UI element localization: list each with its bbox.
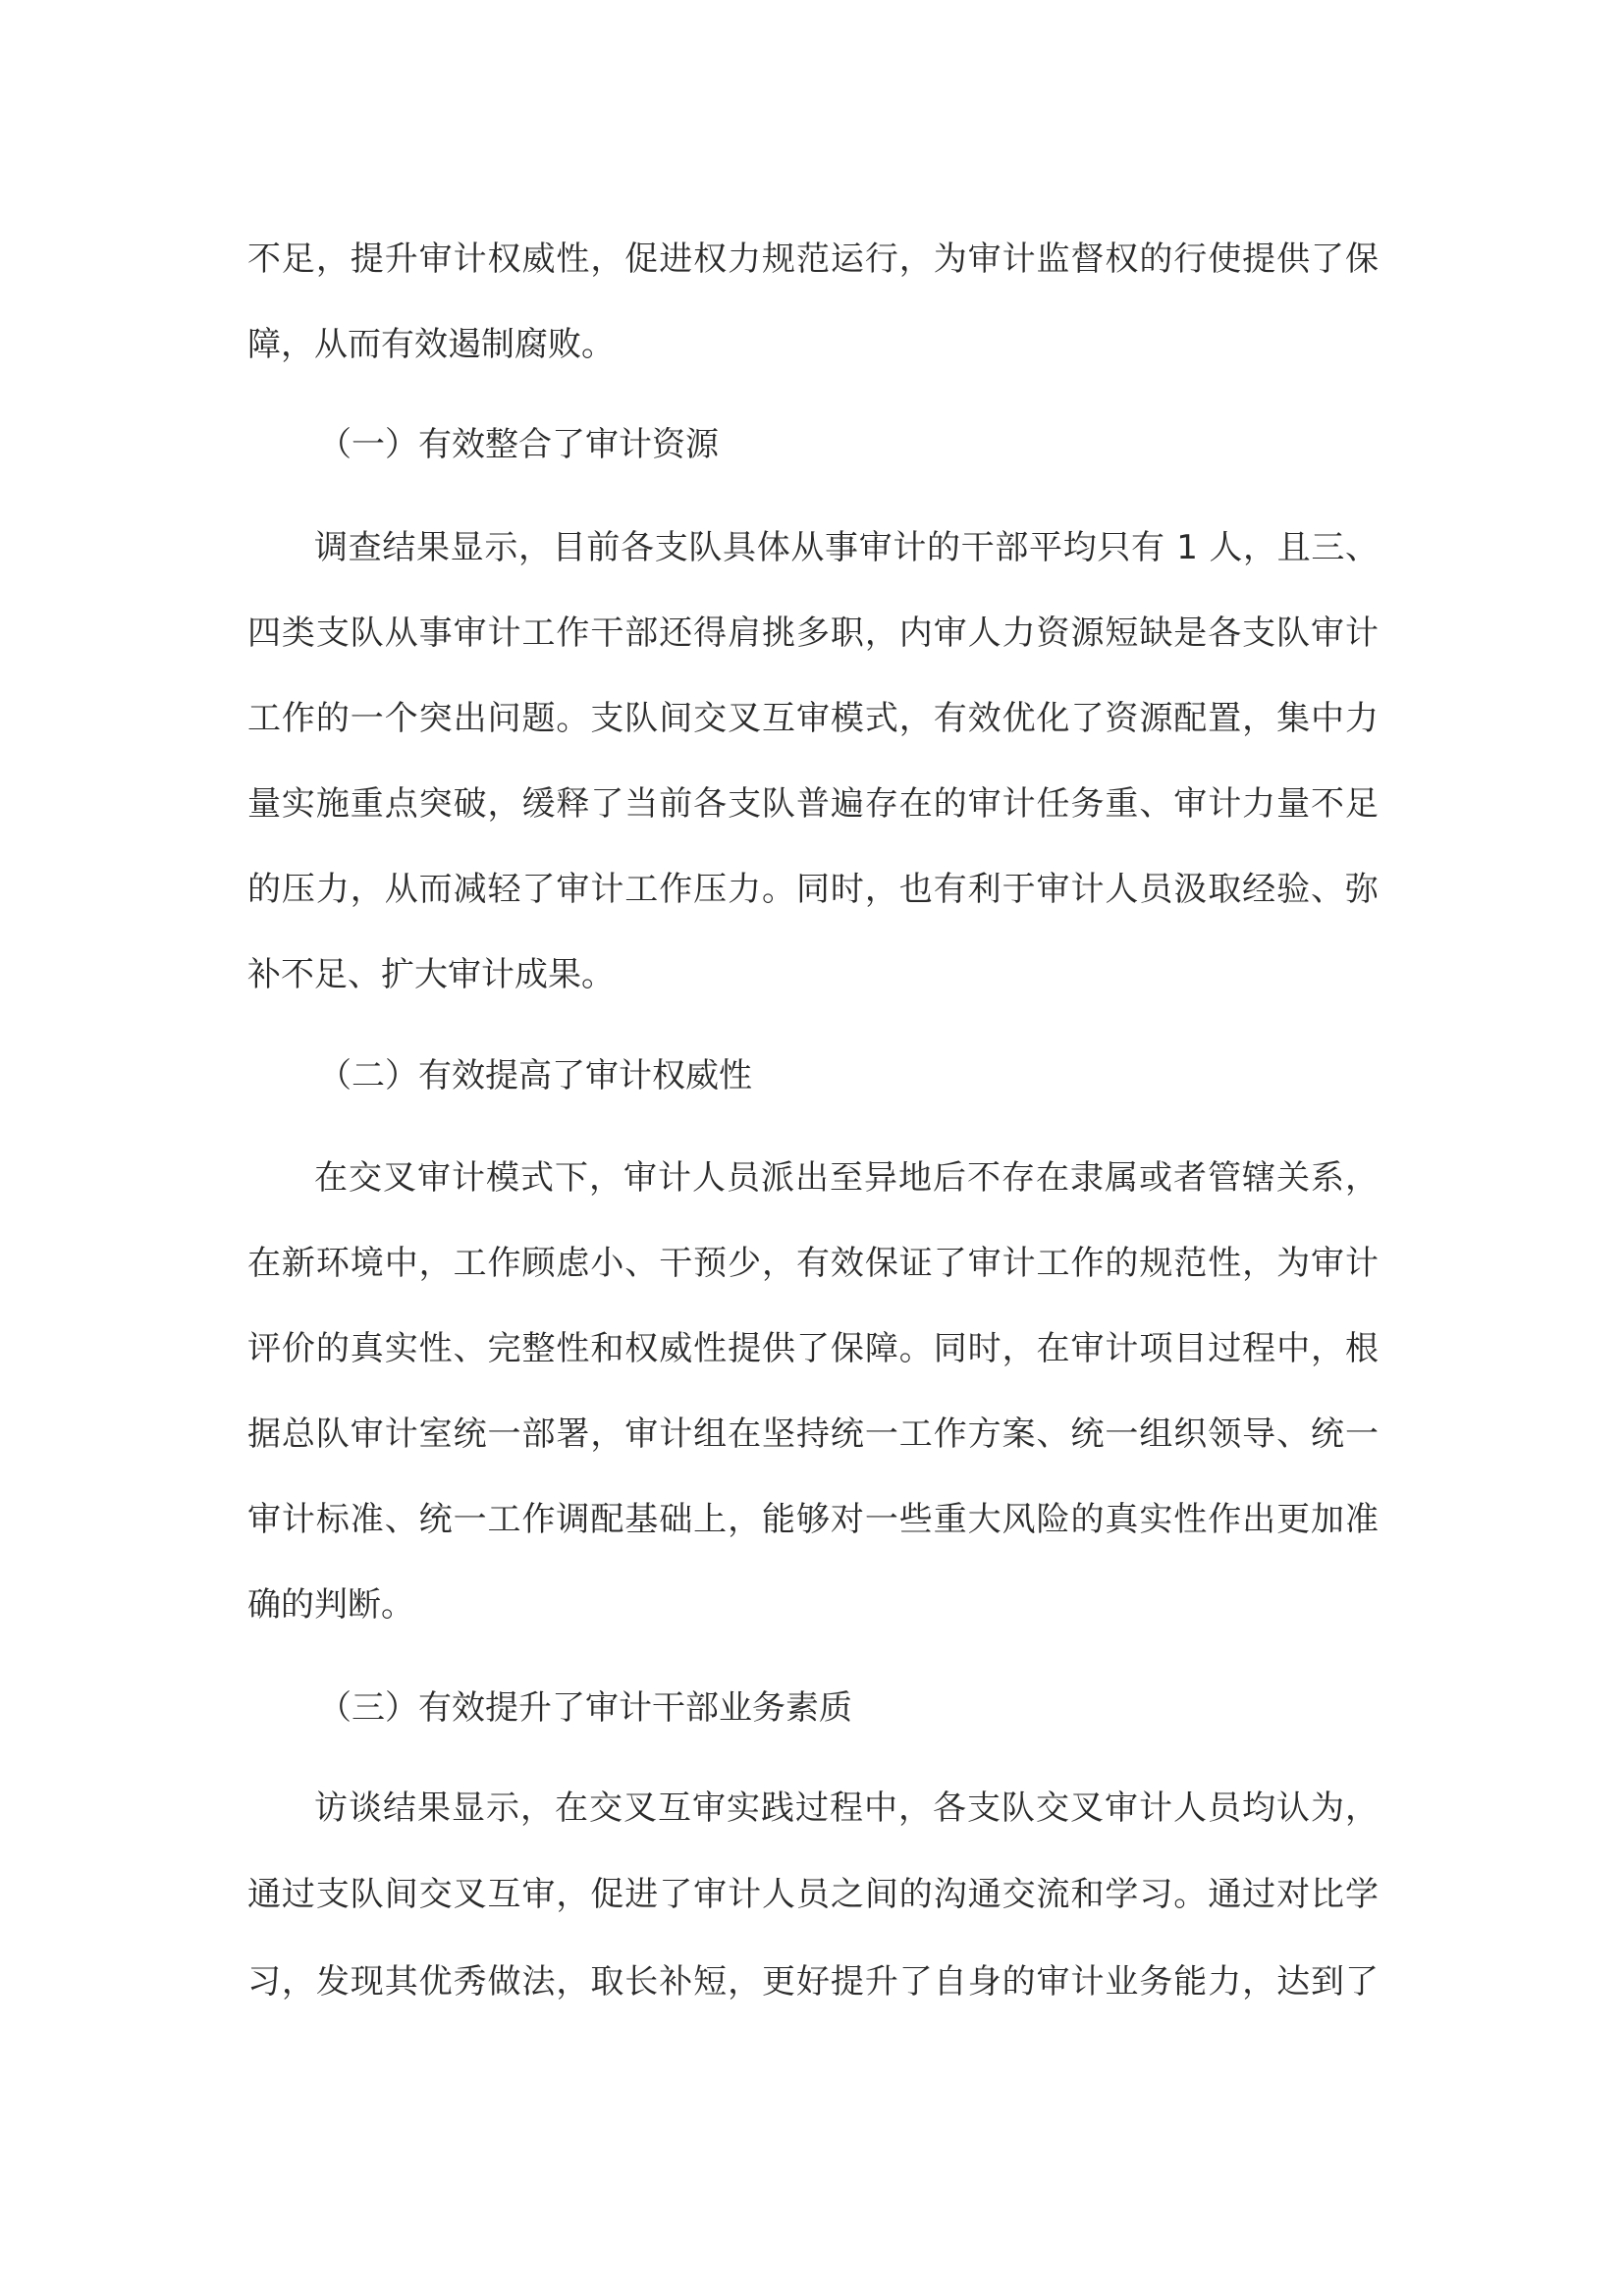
paragraph-line: 审计标准、统一工作调配基础上，能够对一些重大风险的真实性作出更加准 bbox=[247, 1500, 1379, 1539]
paragraph-line: 调查结果显示，目前各支队具体从事审计的干部平均只有 1 人，且三、 bbox=[314, 528, 1379, 567]
paragraph-line: 在交叉审计模式下，审计人员派出至异地后不存在隶属或者管辖关系， bbox=[314, 1158, 1379, 1198]
paragraph-line: 四类支队从事审计工作干部还得肩挑多职，内审人力资源短缺是各支队审计 bbox=[247, 614, 1379, 653]
paragraph-line: 确的判断。 bbox=[247, 1585, 414, 1625]
paragraph-line: 通过支队间交叉互审，促进了审计人员之间的沟通交流和学习。通过对比学 bbox=[247, 1875, 1379, 1914]
section-heading-1: （一）有效整合了审计资源 bbox=[318, 425, 719, 464]
paragraph-line: 障，从而有效遏制腐败。 bbox=[247, 325, 615, 364]
paragraph-line: 的压力，从而减轻了审计工作压力。同时，也有利于审计人员汲取经验、弥 bbox=[247, 870, 1379, 909]
paragraph-line: 评价的真实性、完整性和权威性提供了保障。同时，在审计项目过程中，根 bbox=[247, 1329, 1379, 1368]
paragraph-line: 在新环境中，工作顾虑小、干预少，有效保证了审计工作的规范性，为审计 bbox=[247, 1244, 1379, 1283]
paragraph-line: 据总队审计室统一部署，审计组在坚持统一工作方案、统一组织领导、统一 bbox=[247, 1415, 1379, 1454]
paragraph-line: 补不足、扩大审计成果。 bbox=[247, 955, 615, 994]
paragraph-line: 习，发现其优秀做法，取长补短，更好提升了自身的审计业务能力，达到了 bbox=[247, 1962, 1379, 2002]
section-heading-3: （三）有效提升了审计干部业务素质 bbox=[318, 1688, 852, 1728]
paragraph-line: 工作的一个突出问题。支队间交叉互审模式，有效优化了资源配置，集中力 bbox=[247, 699, 1379, 738]
section-heading-2: （二）有效提高了审计权威性 bbox=[318, 1056, 752, 1095]
paragraph-line: 访谈结果显示，在交叉互审实践过程中，各支队交叉审计人员均认为， bbox=[314, 1789, 1379, 1828]
paragraph-line: 不足，提升审计权威性，促进权力规范运行，为审计监督权的行使提供了保 bbox=[247, 240, 1379, 279]
paragraph-line: 量实施重点突破，缓释了当前各支队普遍存在的审计任务重、审计力量不足 bbox=[247, 784, 1379, 824]
